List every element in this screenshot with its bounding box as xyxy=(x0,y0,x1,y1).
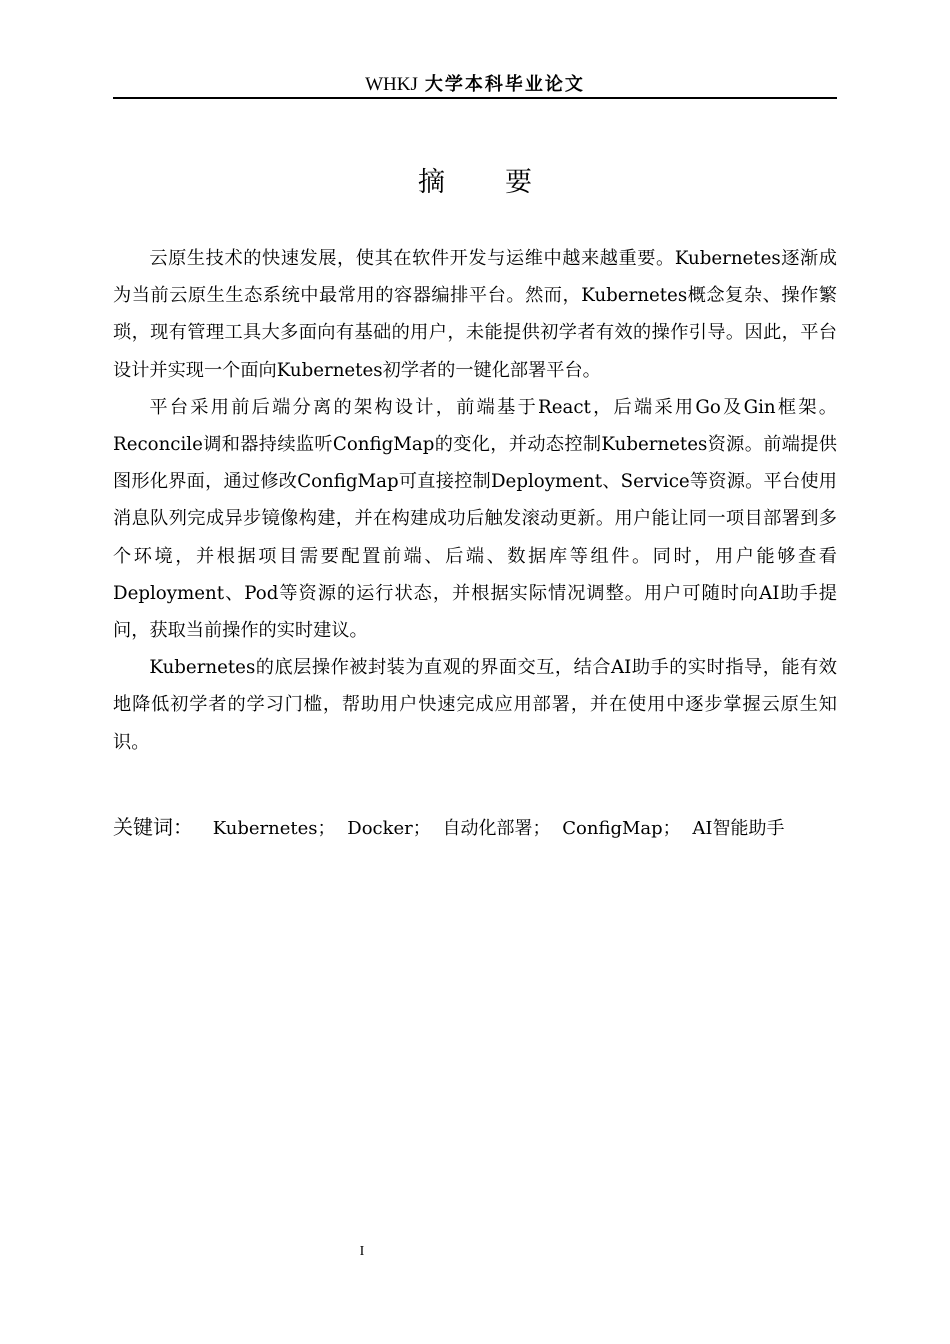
abstract-paragraph-1: 云原生技术的快速发展，使其在软件开发与运维中越来越重要。Kubernetes逐渐成为当前云原生生态系统中最常用的容器编排平台。然而，Kubernetes概念复杂、操作繁琐，现有管理工具大多面向有基础的用户，未能提供初学者有效的操作引导。因此，平台设计并实现一个面向Kubernetes初学者的一键化部署平台。 xyxy=(113,248,837,381)
abstract-title-char-1: 摘 xyxy=(418,167,445,198)
running-header xyxy=(113,72,837,97)
keyword-item: 自动化部署； xyxy=(442,818,551,839)
keywords-line xyxy=(113,812,837,844)
abstract-title-char-2: 要 xyxy=(505,167,532,198)
header-code: WHKJ xyxy=(365,74,418,95)
abstract-body xyxy=(113,240,837,761)
abstract-paragraph-3: Kubernetes的底层操作被封装为直观的界面交互，结合AI助手的实时指导，能有效地降低初学者的学习门槛，帮助用户快速完成应用部署，并在使用中逐步掌握云原生知识。 xyxy=(113,657,837,753)
abstract-paragraph-2: 平台采用前后端分离的架构设计，前端基于React，后端采用Go及Gin框架。Reconcile调和器持续监听ConfigMap的变化，并动态控制Kubernetes资源。前端提供图形化界面，通过修改ConfigMap可直接控制Deployment、Service等资源。平台使用消息队列完成异步镜像构建，并在构建成功后触发滚动更新。用户能让同一项目部署到多个环境，并根据项目需要配置前端、后端、数据库等组件。同时，用户能够查看Deployment、Pod等资源的运行状态，并根据实际情况调整。用户可随时向AI助手提问，获取当前操作的实时建议。 xyxy=(113,396,837,642)
keyword-item: AI智能助手 xyxy=(692,818,785,839)
keywords-label: 关键词： xyxy=(113,815,193,839)
abstract-title xyxy=(113,166,837,200)
header-title: 大学本科毕业论文 xyxy=(424,74,585,95)
keyword-item: Kubernetes； xyxy=(212,818,336,839)
keyword-item: Docker； xyxy=(347,818,431,839)
header-divider xyxy=(113,97,837,99)
page-number: I xyxy=(359,1244,365,1259)
keyword-item: ConfigMap； xyxy=(562,818,681,839)
